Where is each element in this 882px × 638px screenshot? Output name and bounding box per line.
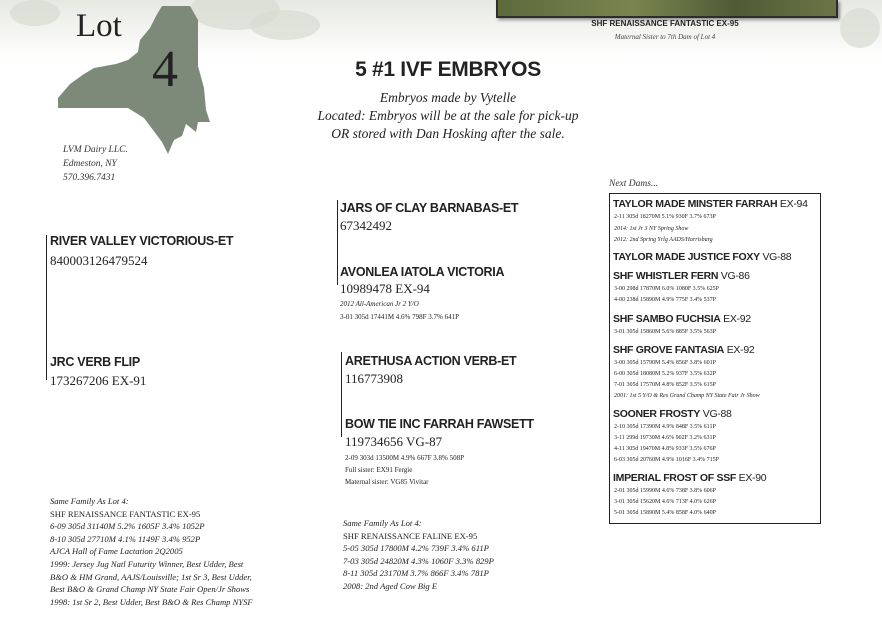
family-right xyxy=(343,517,494,593)
family-left-line: AJCA Hall of Fame Lactation 2Q2005 xyxy=(50,546,183,557)
sire-name: RIVER VALLEY VICTORIOUS-ET xyxy=(50,234,234,248)
sire-dam-name: AVONLEA IATOLA VICTORIA xyxy=(340,265,505,279)
next-dam-record: 3-00 305d 15790M 5.4% 856F 3.8% 601P xyxy=(614,360,717,366)
family-left-heading: Same Family As Lot 4: xyxy=(50,496,129,506)
dam-dam-maternal-sister: Maternal sister: VG85 Vivitar xyxy=(345,478,429,486)
sire-dam-registration: 10989478 EX-94 xyxy=(340,281,430,296)
next-dam-record: 5-01 305d 15890M 5.4% 858F 4.0% 640P xyxy=(614,510,717,516)
pedigree-line-sire xyxy=(337,200,338,285)
next-dam-record: 2-11 305d 18270M 5.1% 930F 3.7% 673P xyxy=(614,214,716,220)
sire-registration: 840003126479524 xyxy=(50,253,148,268)
next-dam-record: 4-11 305d 19470M 4.8% 933F 3.5% 676P xyxy=(614,446,716,452)
pedigree-line-dam xyxy=(341,352,342,437)
family-left-line: B&O & HM Grand, AAJS/Louisville; 1st Sr 3, Best Udder, xyxy=(50,571,252,582)
next-dam-record: 3-00 298d 17870M 6.0% 1080F 3.5% 625P xyxy=(614,286,720,292)
next-dam-record: 2-01 305d 15990M 4.6% 738F 3.8% 606P xyxy=(614,488,717,494)
consignor-location: Edmeston, NY xyxy=(63,159,117,169)
lot-number: 4 xyxy=(152,41,178,98)
next-dam-name: IMPERIAL FROST OF SSF EX-90 xyxy=(613,472,767,484)
family-left xyxy=(50,495,253,608)
next-dam-name: SOONER FROSTY VG-88 xyxy=(613,408,732,420)
dam-registration: 173267206 EX-91 xyxy=(50,373,147,388)
family-left-line: 1998: 1st Sr 2, Best Udder, Best B&O & Res Champ NYSF xyxy=(50,596,253,607)
consignor-phone: 570.396.7431 xyxy=(63,173,116,183)
dam-dam-registration: 119734656 VG-87 xyxy=(345,434,443,449)
next-dams-label: Next Dams... xyxy=(609,179,659,189)
background-leaf xyxy=(250,10,320,40)
sire-sire-registration: 67342492 xyxy=(340,218,392,233)
dam-dam-record: 2-09 303d 13500M 4.9% 667F 3.8% 508P xyxy=(345,454,465,462)
sire-sire-name: JARS OF CLAY BARNABAS-ET xyxy=(340,201,519,215)
cow-photo xyxy=(496,0,838,18)
next-dam-note: 2001: 1st 5 Y/O & Res Grand Champ NY State Fair Jr Show xyxy=(614,393,760,399)
subtitle-line: Embryos made by Vytelle xyxy=(379,90,517,105)
dam-sire-registration: 116773908 xyxy=(345,371,404,386)
next-dam-name: TAYLOR MADE MINSTER FARRAH EX-94 xyxy=(613,198,808,210)
next-dam-note: 2014: 1st Jr 3 NY Spring Show xyxy=(614,226,689,232)
next-dam-name: SHF GROVE FANTASIA EX-92 xyxy=(613,344,755,356)
page-title: 5 #1 IVF EMBRYOS xyxy=(355,58,541,81)
dam-dam-name: BOW TIE INC FARRAH FAWSETT xyxy=(345,417,534,431)
family-left-line: 6-09 305d 31140M 5.2% 1605F 3.4% 1052P xyxy=(50,521,205,532)
next-dam-name: TAYLOR MADE JUSTICE FOXY VG-88 xyxy=(613,251,792,263)
next-dam-record: 6-03 305d 20760M 4.9% 1016F 3.4% 715P xyxy=(614,457,720,463)
next-dam-record: 4-00 238d 15890M 4.9% 775F 3.4% 537P xyxy=(614,297,717,303)
next-dam-record: 6-00 305d 18080M 5.2% 937F 3.5% 632P xyxy=(614,371,717,377)
background-leaf xyxy=(10,0,60,26)
family-right-line: 8-11 305d 23170M 3.7% 866F 3.4% 781P xyxy=(343,568,489,579)
lot-label: Lot xyxy=(76,8,122,44)
sire-dam-record: 3-01 305d 17441M 4.6% 798F 3.7% 641P xyxy=(340,313,460,321)
photo-caption-subtitle: Maternal Sister to 7th Dam of Lot 4 xyxy=(614,33,716,41)
next-dam-name: SHF WHISTLER FERN VG-86 xyxy=(613,270,750,282)
family-right-line: 5-05 305d 17800M 4.2% 739F 3.4% 611P xyxy=(343,543,489,554)
next-dam-record: 2-10 305d 17390M 4.9% 848F 3.5% 611P xyxy=(614,424,716,430)
family-left-line: 1999: Jersey Jug Natl Futurity Winner, Best Udder, Best xyxy=(50,558,244,569)
next-dam-record: 3-01 305d 15860M 5.6% 885F 3.5% 563P xyxy=(614,329,717,335)
family-left-line: Best B&O & Grand Champ NY State Fair Open/Jr Shows xyxy=(50,584,250,595)
family-right-line: 2008: 2nd Aged Cow Big E xyxy=(343,580,438,591)
pedigree-line-main xyxy=(46,235,47,380)
background-leaf xyxy=(840,8,880,48)
next-dam-name: SHF SAMBO FUCHSIA EX-92 xyxy=(613,313,751,325)
next-dam-record: 3-01 305d 15620M 4.6% 713F 4.0% 626P xyxy=(614,499,717,505)
next-dam-record: 7-01 305d 17570M 4.8% 852F 3.5% 615P xyxy=(614,382,717,388)
subtitle-line: Located: Embryos will be at the sale for pick-up xyxy=(317,108,579,123)
consignor-name: LVM Dairy LLC. xyxy=(63,145,128,155)
family-right-heading: Same Family As Lot 4: xyxy=(343,518,422,528)
dam-sire-name: ARETHUSA ACTION VERB-ET xyxy=(345,354,517,368)
photo-caption-title: SHF RENAISSANCE FANTASTIC EX-95 xyxy=(591,19,739,28)
subtitle-line: OR stored with Dan Hosking after the sale. xyxy=(331,126,565,141)
dam-name: JRC VERB FLIP xyxy=(50,355,140,369)
sire-dam-note: 2012 All-American Jr 2 Y/O xyxy=(340,300,419,308)
family-right-line: 7-03 305d 24820M 4.3% 1060F 3.3% 829P xyxy=(343,555,494,566)
family-right-name: SHF RENAISSANCE FALINE EX-95 xyxy=(343,530,478,541)
family-left-name: SHF RENAISSANCE FANTASTIC EX-95 xyxy=(50,508,201,519)
next-dam-record: 3-11 299d 19730M 4.6% 902F 3.2% 631P xyxy=(614,435,716,441)
family-left-line: 8-10 305d 27710M 4.1% 1149F 3.4% 952P xyxy=(50,533,201,544)
dam-dam-full-sister: Full sister: EX91 Fergie xyxy=(345,466,413,474)
next-dam-note: 2012: 2nd Spring Yrlg AADS/Harrisburg xyxy=(614,237,713,243)
